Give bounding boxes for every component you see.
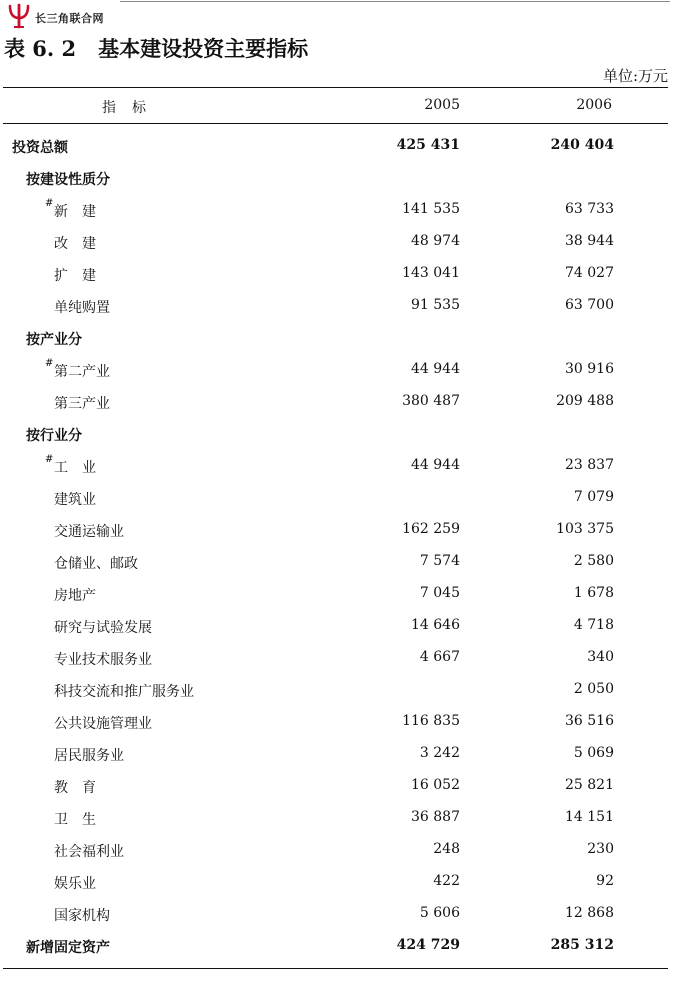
footnote-mark: # xyxy=(45,454,54,465)
value-2006: 4 718 xyxy=(573,617,614,633)
table-row xyxy=(0,354,680,386)
value-2006: 1 678 xyxy=(573,585,614,601)
value-2006: 36 516 xyxy=(565,713,614,729)
table-title-text: 基本建设投资主要指标 xyxy=(98,36,309,61)
table-row xyxy=(0,226,680,258)
row-label xyxy=(54,585,96,605)
row-label xyxy=(54,649,152,669)
row-label xyxy=(54,521,124,541)
table-row xyxy=(0,450,680,482)
table-row xyxy=(0,258,680,290)
value-2006: 74 027 xyxy=(565,265,614,281)
row-label xyxy=(54,393,110,413)
table-row xyxy=(0,162,680,194)
value-2006: 230 xyxy=(587,841,614,857)
table-row xyxy=(0,386,680,418)
row-label xyxy=(54,841,124,861)
table-row xyxy=(0,706,680,738)
row-label xyxy=(54,265,96,285)
row-label-text: 扩 建 xyxy=(54,268,96,284)
value-2005: 116 835 xyxy=(402,713,460,729)
table-row xyxy=(0,194,680,226)
row-label-text: 第三产业 xyxy=(54,396,110,412)
value-2006: 38 944 xyxy=(565,233,614,249)
value-2005: 425 431 xyxy=(396,137,460,153)
table-number: 表 6. 2 xyxy=(4,36,77,61)
value-2005: 3 242 xyxy=(419,745,460,761)
value-2005: 422 xyxy=(433,873,460,889)
row-label-text: 第二产业 xyxy=(54,364,110,380)
footnote-mark: # xyxy=(45,358,54,369)
value-2005: 424 729 xyxy=(396,937,460,953)
column-header-2005: 2005 xyxy=(424,97,460,113)
table-row xyxy=(0,610,680,642)
table-row xyxy=(0,898,680,930)
row-label-text: 改 建 xyxy=(54,236,96,252)
row-label-text: 按产业分 xyxy=(26,332,82,348)
row-label-text: 公共设施管理业 xyxy=(54,716,152,732)
value-2006: 14 151 xyxy=(565,809,614,825)
table-row xyxy=(0,866,680,898)
row-label-text: 教 育 xyxy=(54,780,96,796)
value-2005: 91 535 xyxy=(411,297,460,313)
row-label-text: 工 业 xyxy=(54,460,96,476)
table-row xyxy=(0,930,680,962)
value-2005: 162 259 xyxy=(402,521,460,537)
row-label-text: 按建设性质分 xyxy=(26,172,110,188)
table-header-rule xyxy=(3,123,668,124)
table-row xyxy=(0,546,680,578)
value-2005: 36 887 xyxy=(411,809,460,825)
row-label xyxy=(54,905,110,925)
row-label-text: 交通运输业 xyxy=(54,524,124,540)
footnote-mark: # xyxy=(45,198,54,209)
value-2005: 143 041 xyxy=(402,265,460,281)
table-row xyxy=(0,770,680,802)
table-row xyxy=(0,738,680,770)
value-2005: 7 045 xyxy=(419,585,460,601)
row-label xyxy=(45,358,110,381)
table-row xyxy=(0,674,680,706)
value-2005: 48 974 xyxy=(411,233,460,249)
row-label xyxy=(54,873,96,893)
row-label-text: 建筑业 xyxy=(54,492,96,508)
row-label xyxy=(26,329,82,349)
table-row xyxy=(0,482,680,514)
table-row xyxy=(0,322,680,354)
row-label-text: 居民服务业 xyxy=(54,748,124,764)
row-label-text: 研究与试验发展 xyxy=(54,620,152,636)
value-2006: 103 375 xyxy=(556,521,614,537)
value-2006: 23 837 xyxy=(565,457,614,473)
value-2006: 92 xyxy=(596,873,614,889)
row-label-text: 娱乐业 xyxy=(54,876,96,892)
table-row xyxy=(0,642,680,674)
value-2006: 25 821 xyxy=(565,777,614,793)
row-label xyxy=(54,489,96,509)
row-label-text: 房地产 xyxy=(54,588,96,604)
row-label xyxy=(54,777,96,797)
row-label-text: 科技交流和推广服务业 xyxy=(54,684,194,700)
row-label xyxy=(54,809,96,829)
value-2006: 30 916 xyxy=(565,361,614,377)
row-label xyxy=(26,425,82,445)
value-2005: 380 487 xyxy=(402,393,460,409)
unit-label: 单位:万元 xyxy=(602,67,668,85)
table-row xyxy=(0,418,680,450)
value-2005: 7 574 xyxy=(419,553,460,569)
row-label-text: 新 建 xyxy=(54,204,96,220)
column-header-indicator: 指标 xyxy=(102,100,162,116)
value-2006: 63 700 xyxy=(565,297,614,313)
row-label-text: 国家机构 xyxy=(54,908,110,924)
row-label xyxy=(26,937,110,957)
row-label xyxy=(26,169,110,189)
row-label-text: 新增固定资产 xyxy=(26,940,110,956)
value-2006: 285 312 xyxy=(550,937,614,953)
site-header-bar xyxy=(0,0,680,30)
column-header-2006: 2006 xyxy=(576,97,612,113)
row-label xyxy=(54,681,194,701)
table-body xyxy=(0,130,680,962)
value-2006: 2 580 xyxy=(573,553,614,569)
value-2005: 44 944 xyxy=(411,457,460,473)
row-label-text: 按行业分 xyxy=(26,428,82,444)
value-2005: 141 535 xyxy=(402,201,460,217)
row-label-text: 社会福利业 xyxy=(54,844,124,860)
row-label-text: 投资总额 xyxy=(12,140,68,156)
value-2006: 7 079 xyxy=(573,489,614,505)
value-2006: 63 733 xyxy=(565,201,614,217)
table-row xyxy=(0,514,680,546)
table-bottom-rule xyxy=(3,968,668,969)
value-2006: 2 050 xyxy=(573,681,614,697)
value-2005: 4 667 xyxy=(419,649,460,665)
table-top-rule xyxy=(3,87,668,88)
psi-logo-icon xyxy=(6,3,32,29)
value-2006: 340 xyxy=(587,649,614,665)
row-label xyxy=(54,553,138,573)
value-2005: 44 944 xyxy=(411,361,460,377)
value-2005: 14 646 xyxy=(411,617,460,633)
row-label xyxy=(54,745,124,765)
brand-name: 长三角联合网 xyxy=(35,12,104,25)
row-label xyxy=(54,297,110,317)
table-row xyxy=(0,130,680,162)
value-2006: 240 404 xyxy=(550,137,614,153)
table-row xyxy=(0,578,680,610)
value-2005: 248 xyxy=(433,841,460,857)
row-label-text: 专业技术服务业 xyxy=(54,652,152,668)
value-2005: 5 606 xyxy=(419,905,460,921)
row-label xyxy=(54,617,152,637)
row-label xyxy=(45,198,96,221)
table-title xyxy=(4,33,308,63)
row-label-text: 卫 生 xyxy=(54,812,96,828)
row-label xyxy=(12,137,68,157)
row-label-text: 单纯购置 xyxy=(54,300,110,316)
value-2006: 209 488 xyxy=(556,393,614,409)
row-label xyxy=(45,454,96,477)
value-2006: 12 868 xyxy=(565,905,614,921)
row-label-text: 仓储业、邮政 xyxy=(54,556,138,572)
table-row xyxy=(0,834,680,866)
value-2005: 16 052 xyxy=(411,777,460,793)
row-label xyxy=(54,233,96,253)
row-label xyxy=(54,713,152,733)
value-2006: 5 069 xyxy=(573,745,614,761)
table-row xyxy=(0,802,680,834)
table-row xyxy=(0,290,680,322)
header-divider xyxy=(120,1,670,2)
